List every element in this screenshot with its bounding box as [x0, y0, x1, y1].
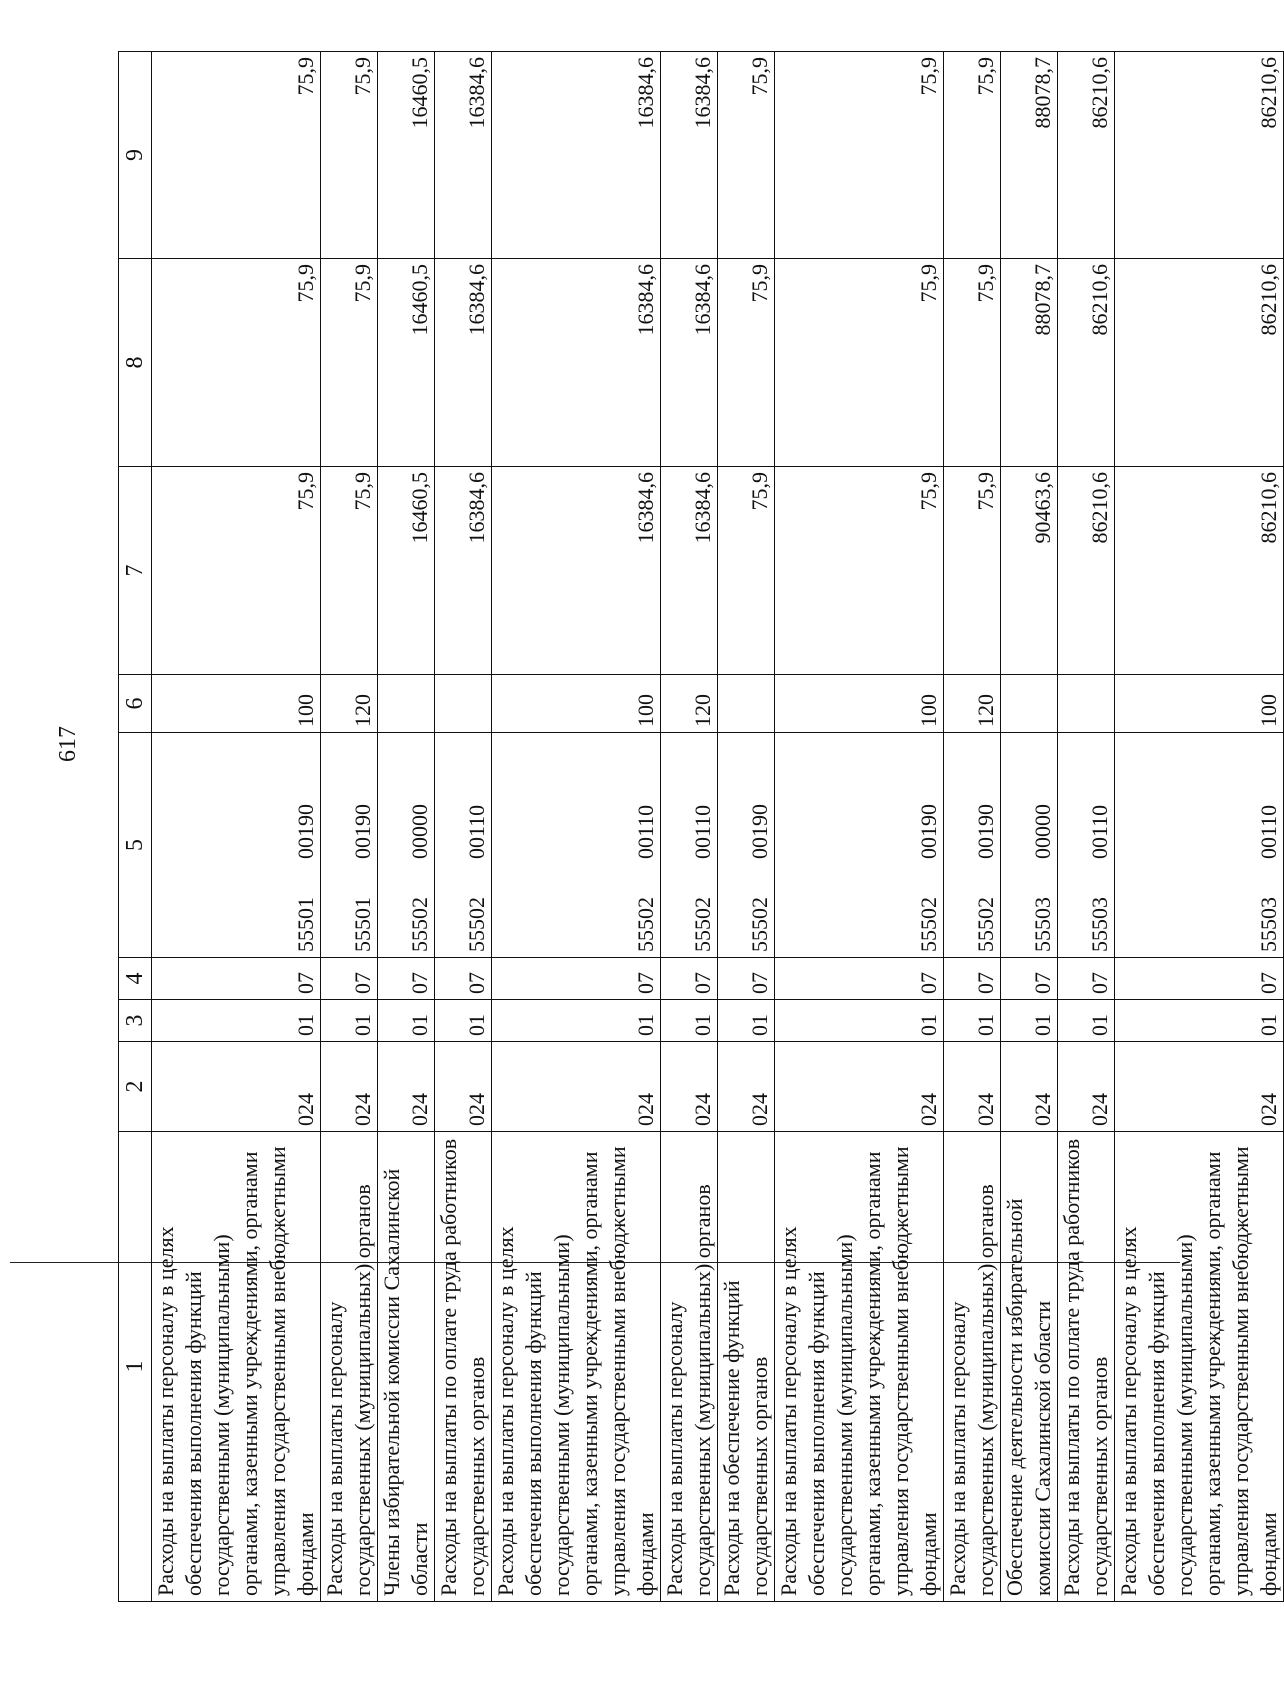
section-code: 01: [321, 1000, 378, 1042]
amount-year-1: 16384,6: [435, 467, 492, 675]
program-code: 55502: [690, 897, 715, 952]
target-article-code: [1001, 733, 1058, 958]
ministry-code: 024: [718, 1042, 775, 1132]
expense-type-code: [1001, 675, 1058, 733]
amount-year-2: 75,9: [152, 259, 321, 467]
amount-year-3: 16384,6: [492, 52, 661, 259]
amount-year-3: 86210,6: [1115, 52, 1284, 259]
target-article-code: [775, 733, 944, 958]
section-code: 01: [1001, 1000, 1058, 1042]
program-code: 55501: [350, 897, 375, 952]
ministry-code: 024: [378, 1042, 435, 1132]
amount-year-3: 75,9: [321, 52, 378, 259]
column-header: 6: [119, 675, 152, 733]
amount-year-1: 75,9: [321, 467, 378, 675]
program-code: 55502: [464, 897, 489, 952]
section-code: 01: [944, 1000, 1001, 1042]
ministry-code: 024: [661, 1042, 718, 1132]
amount-year-1: 75,9: [718, 467, 775, 675]
table-row: [775, 52, 944, 1602]
section-code: 01: [435, 1000, 492, 1042]
amount-year-1: 90463,6: [1001, 467, 1058, 675]
expense-type-code: [1058, 675, 1115, 733]
subsection-code: 07: [1115, 958, 1284, 1000]
target-article-code: [378, 733, 435, 958]
row-description: Расходы на выплаты персоналу в целях обеспечения выполнения функций государственными (муниципальными) органами, казенными учреждениями, органами управления государственными внебюджетными фондами: [775, 1132, 944, 1602]
amount-year-2: 75,9: [321, 259, 378, 467]
column-header: 9: [119, 52, 152, 259]
row-description: Расходы на обеспечение функций государственных органов: [718, 1132, 775, 1602]
table-row: [1115, 52, 1284, 1602]
row-description: Члены избирательной комиссии Сахалинской области: [378, 1132, 435, 1602]
section-code: 01: [492, 1000, 661, 1042]
target-article-code: [661, 733, 718, 958]
subsection-code: 07: [718, 958, 775, 1000]
column-header: 2: [119, 1042, 152, 1132]
subsection-code: 07: [775, 958, 944, 1000]
row-description: Расходы на выплаты персоналу в целях обеспечения выполнения функций государственными (муниципальными) органами, казенными учреждениями, органами управления государственными внебюджетными фондами: [1115, 1132, 1284, 1602]
budget-table: [118, 51, 1284, 1602]
amount-year-1: 75,9: [775, 467, 944, 675]
ministry-code: 024: [1115, 1042, 1284, 1132]
row-description: Расходы на выплаты персоналу в целях обеспечения выполнения функций государственными (муниципальными) органами, казенными учреждениями, органами управления государственными внебюджетными фондами: [492, 1132, 661, 1602]
amount-year-2: 88078,7: [1001, 259, 1058, 467]
column-header: 8: [119, 259, 152, 467]
amount-year-2: 86210,6: [1115, 259, 1284, 467]
column-header: 3: [119, 1000, 152, 1042]
target-article-code: [718, 733, 775, 958]
column-header: 1: [119, 1132, 152, 1602]
table-row: [435, 52, 492, 1602]
section-code: 01: [1058, 1000, 1115, 1042]
ministry-code: 024: [152, 1042, 321, 1132]
program-code: 55502: [633, 897, 658, 952]
row-description: Расходы на выплаты персоналу в целях обеспечения выполнения функций государственными (муниципальными) органами, казенными учреждениями, органами управления государственными внебюджетными фондами: [152, 1132, 321, 1602]
ministry-code: 024: [492, 1042, 661, 1132]
expense-type-code: 120: [944, 675, 1001, 733]
direction-code: 00110: [690, 804, 715, 859]
expense-type-code: 100: [152, 675, 321, 733]
target-article-code: [1058, 733, 1115, 958]
subsection-code: 07: [152, 958, 321, 1000]
ministry-code: 024: [944, 1042, 1001, 1132]
amount-year-2: 16384,6: [492, 259, 661, 467]
target-article-code: [944, 733, 1001, 958]
direction-code: 00190: [973, 804, 998, 859]
expense-type-code: 100: [1115, 675, 1284, 733]
program-code: 55502: [916, 897, 941, 952]
amount-year-2: 86210,6: [1058, 259, 1115, 467]
amount-year-3: 88078,7: [1001, 52, 1058, 259]
ministry-code: 024: [321, 1042, 378, 1132]
table-row: [378, 52, 435, 1602]
direction-code: 00110: [1256, 804, 1281, 859]
amount-year-3: 16460,5: [378, 52, 435, 259]
direction-code: 00110: [464, 804, 489, 859]
amount-year-2: 75,9: [775, 259, 944, 467]
target-article-code: [1115, 733, 1284, 958]
column-header: 7: [119, 467, 152, 675]
section-code: 01: [775, 1000, 944, 1042]
rotated-table-wrapper: [118, 52, 1281, 1602]
expense-type-code: 100: [775, 675, 944, 733]
row-description: Расходы на выплаты по оплате труда работников государственных органов: [1058, 1132, 1115, 1602]
column-header: 4: [119, 958, 152, 1000]
table-row: [944, 52, 1001, 1602]
program-code: 55502: [407, 897, 432, 952]
direction-code: 00000: [407, 804, 432, 859]
row-description: Расходы на выплаты персоналу государственных (муниципальных) органов: [321, 1132, 378, 1602]
amount-year-1: 16460,5: [378, 467, 435, 675]
direction-code: 00000: [1030, 804, 1055, 859]
program-code: 55503: [1030, 897, 1055, 952]
amount-year-2: 75,9: [944, 259, 1001, 467]
amount-year-3: 16384,6: [435, 52, 492, 259]
subsection-code: 07: [321, 958, 378, 1000]
section-code: 01: [1115, 1000, 1284, 1042]
table-row: [1001, 52, 1058, 1602]
amount-year-1: 86210,6: [1058, 467, 1115, 675]
amount-year-3: 75,9: [775, 52, 944, 259]
table-row: [1058, 52, 1115, 1602]
header-row: [119, 52, 152, 1602]
target-article-code: [435, 733, 492, 958]
section-code: 01: [152, 1000, 321, 1042]
target-article-code: [492, 733, 661, 958]
expense-type-code: 120: [321, 675, 378, 733]
section-code: 01: [661, 1000, 718, 1042]
program-code: 55503: [1087, 897, 1112, 952]
table-row: [152, 52, 321, 1602]
amount-year-3: 75,9: [152, 52, 321, 259]
expense-type-code: 120: [661, 675, 718, 733]
table-row: [492, 52, 661, 1602]
amount-year-1: 75,9: [152, 467, 321, 675]
subsection-code: 07: [944, 958, 1001, 1000]
subsection-code: 07: [492, 958, 661, 1000]
expense-type-code: [435, 675, 492, 733]
amount-year-3: 75,9: [718, 52, 775, 259]
amount-year-1: 75,9: [944, 467, 1001, 675]
section-code: 01: [378, 1000, 435, 1042]
amount-year-2: 16384,6: [661, 259, 718, 467]
amount-year-2: 16384,6: [435, 259, 492, 467]
target-article-code: [321, 733, 378, 958]
direction-code: 00110: [633, 804, 658, 859]
program-code: 55502: [973, 897, 998, 952]
program-code: 55501: [293, 897, 318, 952]
row-description: Расходы на выплаты по оплате труда работников государственных органов: [435, 1132, 492, 1602]
amount-year-3: 16384,6: [661, 52, 718, 259]
direction-code: 00110: [1087, 804, 1112, 859]
subsection-code: 07: [435, 958, 492, 1000]
expense-type-code: 100: [492, 675, 661, 733]
direction-code: 00190: [747, 804, 772, 859]
amount-year-1: 16384,6: [492, 467, 661, 675]
expense-type-code: [378, 675, 435, 733]
section-code: 01: [718, 1000, 775, 1042]
target-article-code: [152, 733, 321, 958]
direction-code: 00190: [916, 804, 941, 859]
program-code: 55503: [1256, 897, 1281, 952]
ministry-code: 024: [1001, 1042, 1058, 1132]
amount-year-1: 86210,6: [1115, 467, 1284, 675]
table-row: [718, 52, 775, 1602]
expense-type-code: [718, 675, 775, 733]
subsection-code: 07: [1001, 958, 1058, 1000]
row-description: Расходы на выплаты персоналу государственных (муниципальных) органов: [661, 1132, 718, 1602]
page-number: 617: [55, 726, 81, 762]
subsection-code: 07: [661, 958, 718, 1000]
program-code: 55502: [747, 897, 772, 952]
amount-year-3: 86210,6: [1058, 52, 1115, 259]
column-header: 5: [119, 733, 152, 958]
ministry-code: 024: [435, 1042, 492, 1132]
amount-year-2: 75,9: [718, 259, 775, 467]
subsection-code: 07: [1058, 958, 1115, 1000]
row-description: Расходы на выплаты персоналу государственных (муниципальных) органов: [944, 1132, 1001, 1602]
amount-year-3: 75,9: [944, 52, 1001, 259]
ministry-code: 024: [1058, 1042, 1115, 1132]
subsection-code: 07: [378, 958, 435, 1000]
amount-year-1: 16384,6: [661, 467, 718, 675]
table-row: [321, 52, 378, 1602]
direction-code: 00190: [350, 804, 375, 859]
row-description: Обеспечение деятельности избирательной комиссии Сахалинской области: [1001, 1132, 1058, 1602]
amount-year-2: 16460,5: [378, 259, 435, 467]
direction-code: 00190: [293, 804, 318, 859]
ministry-code: 024: [775, 1042, 944, 1132]
table-row: [661, 52, 718, 1602]
